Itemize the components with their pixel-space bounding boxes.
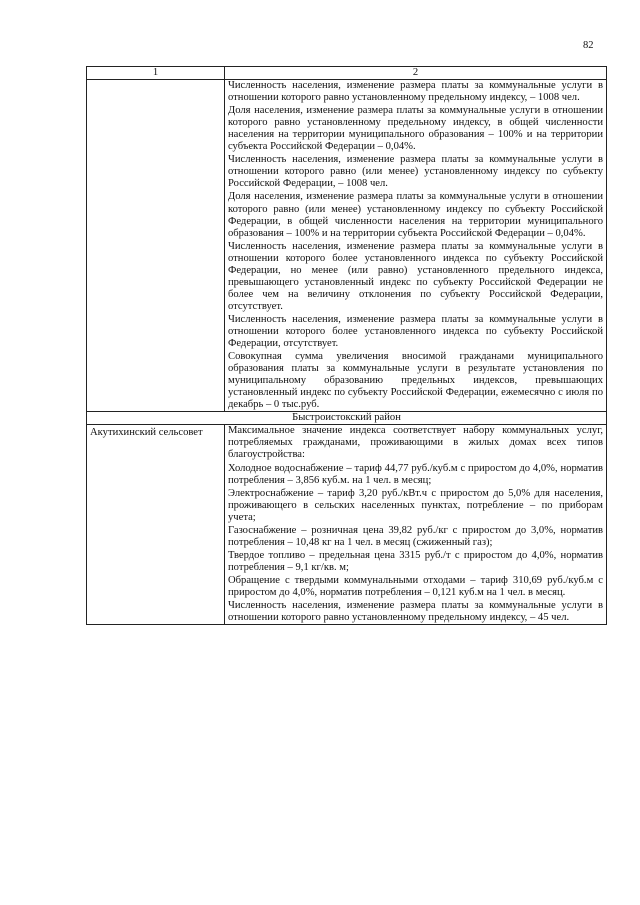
paragraph: Максимальное значение индекса соответствует набору коммунальных услуг, потребляемых гражданами, проживающими в жилых домах всех типов благоустройства: [228,425,603,461]
page-number: 82 [583,40,594,51]
paragraph: Численность населения, изменение размера платы за коммунальные услуги в отношении которого равно установленному предельному индексу, – 1008 чел. [228,80,603,104]
column-header-1: 1 [87,67,225,80]
paragraph: Холодное водоснабжение – тариф 44,77 руб./куб.м с приростом до 4,0%, норматив потребления – 3,856 куб.м. на 1 чел. в месяц; [228,462,603,486]
municipality-cell [87,80,225,412]
municipality-cell: Акутихинский сельсовет [87,425,225,625]
description-cell [225,80,607,412]
paragraph: Численность населения, изменение размера платы за коммунальные услуги в отношении которого более установленного индекса по субъекту Российской Федерации, отсутствует. [228,313,603,350]
paragraph: Численность населения, изменение размера платы за коммунальные услуги в отношении которого равно установленному предельному индексу, – 45 чел. [228,600,603,624]
description-cell [225,425,607,625]
table-row [87,80,607,412]
paragraph: Доля населения, изменение размера платы за коммунальные услуги в отношении которого равно установленному предельному индексу, в общей численности населения на территории муниципального образования – 100% и на территории субъекта Российской Федерации – 0,04%. [228,105,603,153]
district-row [87,412,607,425]
column-header-2: 2 [225,67,607,80]
paragraph: Численность населения, изменение размера платы за коммунальные услуги в отношении которого равно (или менее) установленному индексу по субъекту Российской Федерации, – 1008 чел. [228,154,603,190]
paragraph: Численность населения, изменение размера платы за коммунальные услуги в отношении которого более установленного индекса по субъекту Российской Федерации, но менее (или равно) установленного предельного индекса, превышающего установленный индекс по субъекту Российской Федерации не более чем на величину отклонения по субъекту Российской Федерации, отсутствует. [228,240,603,312]
paragraph: Обращение с твердыми коммунальными отходами – тариф 310,69 руб./куб.м с приростом до 4,0%, норматив потребления – 0,121 куб.м на 1 чел. в месяц. [228,574,603,598]
paragraph: Газоснабжение – розничная цена 39,82 руб./кг с приростом до 3,0%, норматив потребления – 10,48 кг на 1 чел. в месяц (сжиженный газ); [228,524,603,548]
paragraph: Доля населения, изменение размера платы за коммунальные услуги в отношении которого равно (или менее) установленному индексу по субъекту Российской Федерации, в общей численности населения на территории муниципального образования – 100% и на территории субъекта Российской Федерации – 0,04%. [228,191,603,239]
paragraph: Электроснабжение – тариф 3,20 руб./кВт.ч с приростом до 5,0% для населения, проживающего в сельских населенных пунктах, потребление – по приборам учета; [228,487,603,523]
paragraph: Твердое топливо – предельная цена 3315 руб./т с приростом до 4,0%, норматив потребления – 9,1 кг/кв. м; [228,549,603,573]
table-row [87,425,607,625]
table-header-row [87,67,607,80]
data-table [86,66,607,625]
district-heading: Быстроистокский район [87,412,607,425]
paragraph: Совокупная сумма увеличения вносимой гражданами муниципального образования платы за коммунальные услуги в результате установления по муниципальному образованию предельных индексов, превышающих установленный индекс по субъекту Российской Федерации, ежемесячно с июля по декабрь – 0 тыс.руб. [228,351,603,411]
